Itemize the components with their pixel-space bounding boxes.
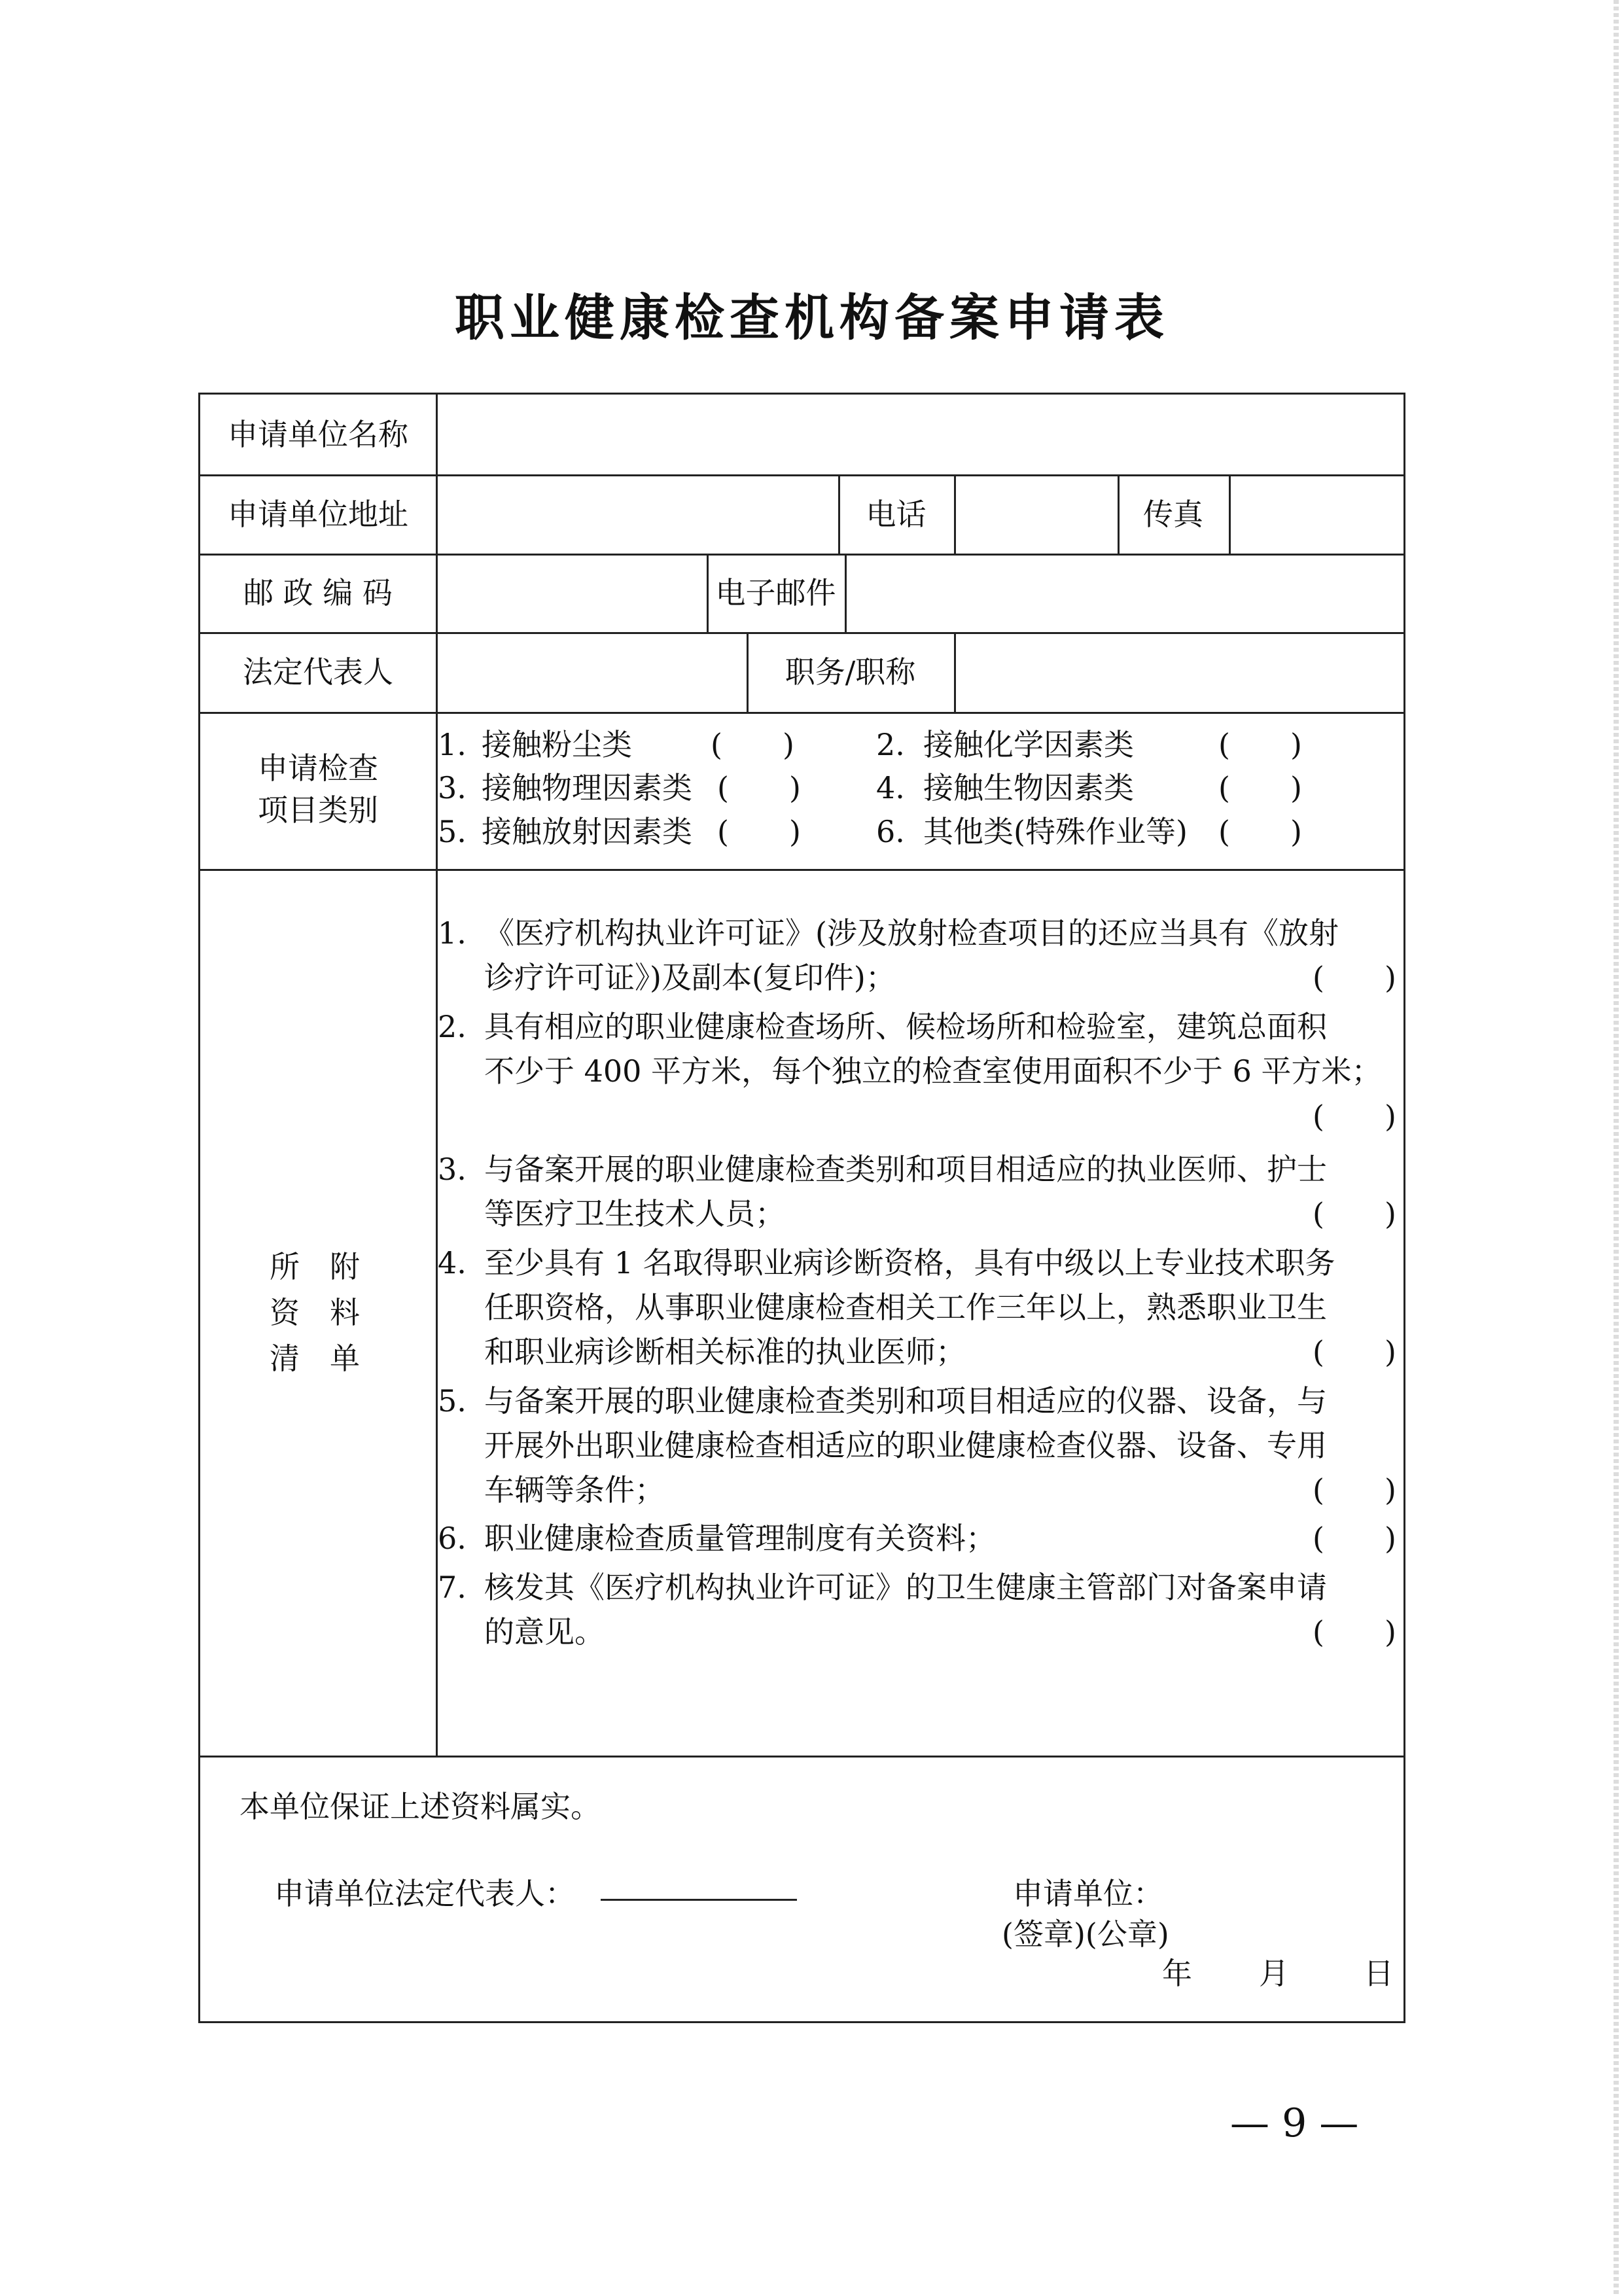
date-month: 月 — [1259, 1956, 1289, 1991]
application-form-table — [198, 393, 1405, 2023]
applicant-address-label: 申请单位地址 — [228, 497, 408, 532]
attachment-number: 1. — [438, 915, 467, 951]
category-checkbox: ( ) — [1218, 814, 1302, 849]
row-divider — [200, 554, 1405, 556]
attachment-checkbox: ( ) — [1313, 1521, 1396, 1556]
category-checkbox: ( ) — [717, 770, 801, 805]
applicant-unit-label: 申请单位： — [1013, 1876, 1163, 1911]
attachment-checkbox: ( ) — [1313, 1099, 1396, 1134]
attachment-number: 7. — [438, 1570, 467, 1605]
attachment-checkbox: ( ) — [1313, 1472, 1396, 1508]
attachment-text: 车辆等条件； — [484, 1472, 665, 1508]
category-checkbox: ( ) — [1218, 770, 1302, 805]
applicant-name-label: 申请单位名称 — [228, 417, 408, 452]
attachment-checkbox: ( ) — [1313, 1196, 1396, 1231]
category-number: 2. — [876, 727, 905, 762]
category-checkbox: ( ) — [711, 727, 794, 762]
date-year: 年 — [1162, 1956, 1192, 1991]
attachment-text: 任职资格，从事职业健康检查相关工作三年以上，熟悉职业卫生 — [484, 1290, 1327, 1325]
column-divider — [845, 554, 847, 632]
attachment-text: 《医疗机构执业许可证》(涉及放射检查项目的还应当具有《放射 — [484, 915, 1339, 951]
attachment-text: 开展外出职业健康检查相适应的职业健康检查仪器、设备、专用 — [484, 1428, 1327, 1463]
fax-label: 传真 — [1143, 497, 1203, 532]
row-divider — [200, 632, 1405, 634]
attachments-label: 资 料 — [270, 1295, 360, 1330]
column-divider — [954, 632, 956, 712]
category-text: 接触物理因素类 — [482, 770, 692, 805]
attachment-checkbox: ( ) — [1313, 1614, 1396, 1650]
exam-category-label: 项目类别 — [258, 792, 378, 828]
postal-code-label: 邮 政 编 码 — [243, 575, 393, 610]
exam-category-label: 申请检查 — [258, 751, 378, 786]
attachment-number: 3. — [438, 1152, 467, 1187]
attachments-label: 清 单 — [270, 1341, 360, 1376]
legal-rep-signature-label: 申请单位法定代表人： — [274, 1876, 575, 1911]
category-number: 1. — [438, 727, 467, 762]
category-checkbox: ( ) — [1218, 727, 1302, 762]
signature-line — [601, 1899, 797, 1901]
category-number: 6. — [876, 814, 905, 849]
attachments-label: 所 附 — [270, 1249, 360, 1284]
attachment-text: 不少于 400 平方米，每个独立的检查室使用面积不少于 6 平方米； — [484, 1053, 1382, 1089]
attachment-text: 与备案开展的职业健康检查类别和项目相适应的执业医师、护士 — [484, 1152, 1327, 1187]
page-number: — 9 — — [1230, 2100, 1359, 2146]
category-checkbox: ( ) — [717, 814, 801, 849]
date-day: 日 — [1364, 1956, 1394, 1991]
column-divider — [954, 474, 956, 554]
email-label: 电子邮件 — [715, 575, 836, 610]
attachment-checkbox: ( ) — [1313, 960, 1396, 995]
phone-label: 电话 — [866, 497, 927, 532]
legal-rep-label: 法定代表人 — [243, 654, 393, 690]
position-title-label: 职务/职称 — [785, 654, 916, 690]
attachment-text: 至少具有 1 名取得职业病诊断资格，具有中级以上专业技术职务 — [484, 1245, 1335, 1280]
attachment-text: 具有相应的职业健康检查场所、候检场所和检验室，建筑总面积 — [484, 1009, 1327, 1044]
attachment-text: 诊疗许可证》)及副本(复印件)； — [484, 960, 896, 995]
category-text: 接触化学因素类 — [923, 727, 1134, 762]
attachment-text: 和职业病诊断相关标准的执业医师； — [484, 1334, 966, 1369]
category-text: 接触放射因素类 — [482, 814, 692, 849]
row-divider — [200, 712, 1405, 714]
attachment-text: 核发其《医疗机构执业许可证》的卫生健康主管部门对备案申请 — [484, 1570, 1327, 1605]
row-divider — [200, 474, 1405, 476]
row-divider — [200, 869, 1405, 871]
category-text: 接触粉尘类 — [482, 727, 632, 762]
form-title: 职业健康检查机构备案申请表 — [455, 289, 1169, 347]
attachment-text: 等医疗卫生技术人员； — [484, 1196, 785, 1231]
row-divider — [200, 1756, 1405, 1757]
column-divider — [1229, 474, 1231, 554]
guarantee-statement: 本单位保证上述资料属实。 — [239, 1789, 601, 1824]
attachment-text: 与备案开展的职业健康检查类别和项目相适应的仪器、设备，与 — [484, 1383, 1327, 1419]
attachment-text: 职业健康检查质量管理制度有关资料； — [484, 1521, 996, 1556]
seal-label: (签章)(公章) — [1002, 1916, 1169, 1952]
attachment-number: 6. — [438, 1521, 467, 1556]
attachment-number: 5. — [438, 1383, 467, 1419]
category-number: 4. — [876, 770, 905, 805]
category-text: 其他类(特殊作业等) — [923, 814, 1188, 849]
category-number: 5. — [438, 814, 467, 849]
attachment-text: 的意见。 — [484, 1614, 605, 1650]
category-number: 3. — [438, 770, 467, 805]
category-text: 接触生物因素类 — [923, 770, 1134, 805]
attachment-checkbox: ( ) — [1313, 1334, 1396, 1369]
attachment-number: 4. — [438, 1245, 467, 1280]
attachment-number: 2. — [438, 1009, 467, 1044]
